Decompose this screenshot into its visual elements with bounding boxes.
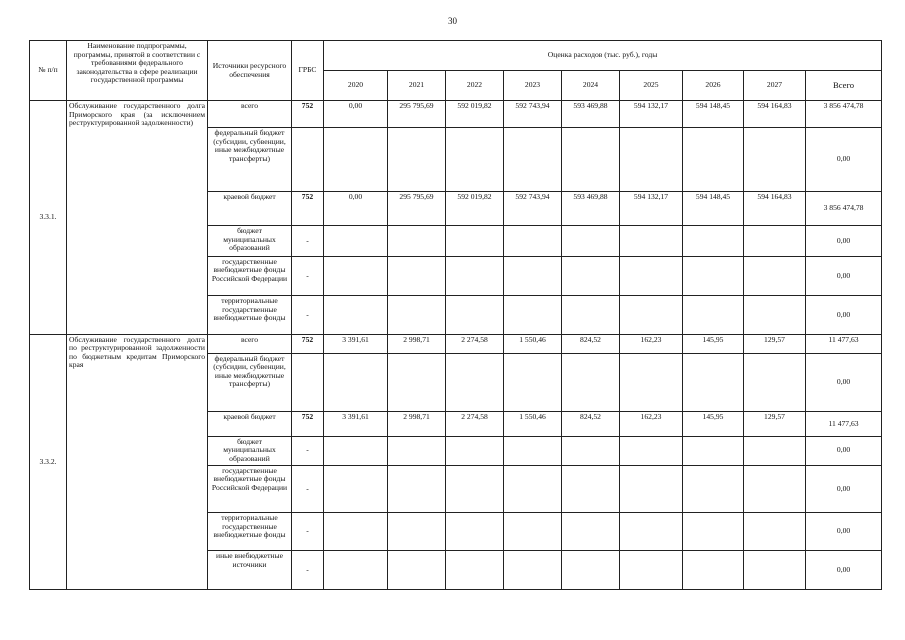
year-value bbox=[324, 296, 388, 334]
total-value: 0,00 bbox=[806, 353, 882, 412]
grbs-code: 752 bbox=[292, 334, 324, 353]
grbs-code bbox=[292, 128, 324, 192]
year-value: 2 998,71 bbox=[388, 412, 446, 436]
year-value bbox=[744, 465, 806, 513]
grbs-code: 752 bbox=[292, 192, 324, 226]
section-name: Обслуживание государственного долга Приморского края (за исключением реструктурированной задолженности) bbox=[67, 101, 208, 335]
year-value bbox=[744, 128, 806, 192]
year-value bbox=[324, 256, 388, 295]
year-value bbox=[446, 128, 504, 192]
year-value bbox=[504, 128, 562, 192]
year-value bbox=[446, 465, 504, 513]
year-value: 162,23 bbox=[620, 334, 683, 353]
year-value bbox=[388, 436, 446, 465]
table-body bbox=[30, 101, 882, 590]
year-value bbox=[388, 353, 446, 412]
funding-source: государственные внебюджетные фонды Российской Федерации bbox=[208, 256, 292, 295]
year-value: 594 164,83 bbox=[744, 101, 806, 128]
grbs-code: 752 bbox=[292, 412, 324, 436]
year-value bbox=[620, 353, 683, 412]
year-value: 0,00 bbox=[324, 192, 388, 226]
year-value bbox=[744, 353, 806, 412]
year-value bbox=[504, 226, 562, 256]
year-value bbox=[324, 551, 388, 590]
year-value bbox=[446, 226, 504, 256]
year-value bbox=[504, 513, 562, 551]
year-value: 594 132,17 bbox=[620, 101, 683, 128]
year-value: 824,52 bbox=[562, 412, 620, 436]
grbs-code: - bbox=[292, 296, 324, 334]
year-value bbox=[744, 226, 806, 256]
funding-source: иные внебюджетные источники bbox=[208, 551, 292, 590]
total-value: 11 477,63 bbox=[806, 334, 882, 353]
year-value: 162,23 bbox=[620, 412, 683, 436]
expenses-table bbox=[29, 40, 882, 590]
header-source: Источники ресурсного обеспечения bbox=[208, 41, 292, 101]
section-number: 3.3.1. bbox=[30, 101, 67, 335]
funding-source: бюджет муниципальных образований bbox=[208, 436, 292, 465]
year-value bbox=[504, 465, 562, 513]
year-value bbox=[388, 226, 446, 256]
year-value: 129,57 bbox=[744, 334, 806, 353]
year-value bbox=[324, 353, 388, 412]
header-total: Всего bbox=[806, 71, 882, 101]
year-value bbox=[562, 296, 620, 334]
year-value bbox=[744, 551, 806, 590]
year-value bbox=[620, 296, 683, 334]
total-value: 3 856 474,78 bbox=[806, 101, 882, 128]
year-value bbox=[620, 128, 683, 192]
header-estimate: Оценка расходов (тыс. руб.), годы bbox=[324, 41, 882, 71]
year-value bbox=[744, 256, 806, 295]
year-value: 295 795,69 bbox=[388, 192, 446, 226]
year-value bbox=[562, 353, 620, 412]
year-value: 129,57 bbox=[744, 412, 806, 436]
year-value bbox=[562, 256, 620, 295]
header-year: 2024 bbox=[562, 71, 620, 101]
year-value: 2 998,71 bbox=[388, 334, 446, 353]
header-name: Наименование подпрограммы, программы, принятой в соответствии с требованиями федерального законодательства в сфере реализации государственной программы bbox=[67, 41, 208, 101]
year-value bbox=[446, 256, 504, 295]
year-value: 592 743,94 bbox=[504, 192, 562, 226]
year-value bbox=[504, 353, 562, 412]
year-value: 594 148,45 bbox=[683, 101, 744, 128]
year-value: 3 391,61 bbox=[324, 334, 388, 353]
year-value: 145,95 bbox=[683, 334, 744, 353]
year-value: 593 469,88 bbox=[562, 101, 620, 128]
grbs-code: - bbox=[292, 465, 324, 513]
year-value: 1 550,46 bbox=[504, 412, 562, 436]
year-value bbox=[446, 436, 504, 465]
year-value bbox=[683, 465, 744, 513]
year-value bbox=[744, 296, 806, 334]
header-year: 2027 bbox=[744, 71, 806, 101]
total-value: 3 856 474,78 bbox=[806, 192, 882, 226]
year-value bbox=[683, 256, 744, 295]
year-value bbox=[504, 256, 562, 295]
year-value bbox=[324, 128, 388, 192]
year-value: 593 469,88 bbox=[562, 192, 620, 226]
year-value bbox=[388, 296, 446, 334]
total-value: 0,00 bbox=[806, 465, 882, 513]
year-value bbox=[683, 513, 744, 551]
total-value: 0,00 bbox=[806, 551, 882, 590]
year-value bbox=[620, 226, 683, 256]
header-year: 2023 bbox=[504, 71, 562, 101]
header-grbs: ГРБС bbox=[292, 41, 324, 101]
year-value bbox=[504, 296, 562, 334]
year-value bbox=[683, 436, 744, 465]
year-value bbox=[620, 513, 683, 551]
year-value bbox=[683, 128, 744, 192]
year-value: 592 019,82 bbox=[446, 101, 504, 128]
year-value bbox=[388, 551, 446, 590]
section-name: Обслуживание государственного долга по реструктурированной задолженности по бюджетным кредитам Приморского края bbox=[67, 334, 208, 589]
year-value: 3 391,61 bbox=[324, 412, 388, 436]
section-number: 3.3.2. bbox=[30, 334, 67, 589]
grbs-code: 752 bbox=[292, 101, 324, 128]
year-value bbox=[562, 551, 620, 590]
funding-source: всего bbox=[208, 101, 292, 128]
year-value bbox=[620, 256, 683, 295]
year-value bbox=[446, 296, 504, 334]
header-year: 2025 bbox=[620, 71, 683, 101]
year-value: 594 132,17 bbox=[620, 192, 683, 226]
funding-source: федеральный бюджет (субсидии, субвенции, иные межбюджетные трансферты) bbox=[208, 353, 292, 412]
year-value bbox=[683, 353, 744, 412]
year-value: 1 550,46 bbox=[504, 334, 562, 353]
year-value bbox=[446, 513, 504, 551]
funding-source: федеральный бюджет (субсидии, субвенции, иные межбюджетные трансферты) bbox=[208, 128, 292, 192]
grbs-code: - bbox=[292, 551, 324, 590]
year-value bbox=[562, 513, 620, 551]
year-value bbox=[562, 436, 620, 465]
year-value bbox=[388, 465, 446, 513]
grbs-code: - bbox=[292, 256, 324, 295]
year-value: 592 743,94 bbox=[504, 101, 562, 128]
table-row bbox=[30, 101, 882, 128]
total-value: 11 477,63 bbox=[806, 412, 882, 436]
funding-source: краевой бюджет bbox=[208, 412, 292, 436]
year-value bbox=[744, 436, 806, 465]
total-value: 0,00 bbox=[806, 513, 882, 551]
funding-source: всего bbox=[208, 334, 292, 353]
year-value bbox=[744, 513, 806, 551]
year-value bbox=[324, 226, 388, 256]
header-year: 2026 bbox=[683, 71, 744, 101]
header-year: 2022 bbox=[446, 71, 504, 101]
year-value bbox=[388, 128, 446, 192]
year-value bbox=[388, 256, 446, 295]
grbs-code: - bbox=[292, 226, 324, 256]
year-value bbox=[683, 551, 744, 590]
funding-source: государственные внебюджетные фонды Российской Федерации bbox=[208, 465, 292, 513]
year-value bbox=[683, 296, 744, 334]
year-value bbox=[446, 551, 504, 590]
grbs-code: - bbox=[292, 513, 324, 551]
year-value bbox=[324, 465, 388, 513]
year-value bbox=[562, 128, 620, 192]
funding-source: территориальные государственные внебюджетные фонды bbox=[208, 513, 292, 551]
grbs-code: - bbox=[292, 436, 324, 465]
year-value: 594 164,83 bbox=[744, 192, 806, 226]
year-value bbox=[504, 436, 562, 465]
year-value bbox=[683, 226, 744, 256]
year-value bbox=[388, 513, 446, 551]
total-value: 0,00 bbox=[806, 436, 882, 465]
year-value: 295 795,69 bbox=[388, 101, 446, 128]
total-value: 0,00 bbox=[806, 256, 882, 295]
year-value bbox=[620, 551, 683, 590]
total-value: 0,00 bbox=[806, 128, 882, 192]
year-value: 824,52 bbox=[562, 334, 620, 353]
funding-source: краевой бюджет bbox=[208, 192, 292, 226]
year-value bbox=[562, 465, 620, 513]
header-num: № п/п bbox=[30, 41, 67, 101]
total-value: 0,00 bbox=[806, 226, 882, 256]
year-value bbox=[446, 353, 504, 412]
year-value: 2 274,58 bbox=[446, 412, 504, 436]
year-value: 0,00 bbox=[324, 101, 388, 128]
grbs-code bbox=[292, 353, 324, 412]
table-row bbox=[30, 334, 882, 353]
year-value bbox=[620, 465, 683, 513]
funding-source: бюджет муниципальных образований bbox=[208, 226, 292, 256]
year-value: 592 019,82 bbox=[446, 192, 504, 226]
year-value bbox=[324, 513, 388, 551]
header-year: 2020 bbox=[324, 71, 388, 101]
year-value: 594 148,45 bbox=[683, 192, 744, 226]
page-number: 30 bbox=[448, 16, 457, 26]
year-value bbox=[562, 226, 620, 256]
header-year: 2021 bbox=[388, 71, 446, 101]
year-value: 145,95 bbox=[683, 412, 744, 436]
total-value: 0,00 bbox=[806, 296, 882, 334]
year-value: 2 274,58 bbox=[446, 334, 504, 353]
funding-source: территориальные государственные внебюджетные фонды bbox=[208, 296, 292, 334]
year-value bbox=[324, 436, 388, 465]
year-value bbox=[620, 436, 683, 465]
year-value bbox=[504, 551, 562, 590]
